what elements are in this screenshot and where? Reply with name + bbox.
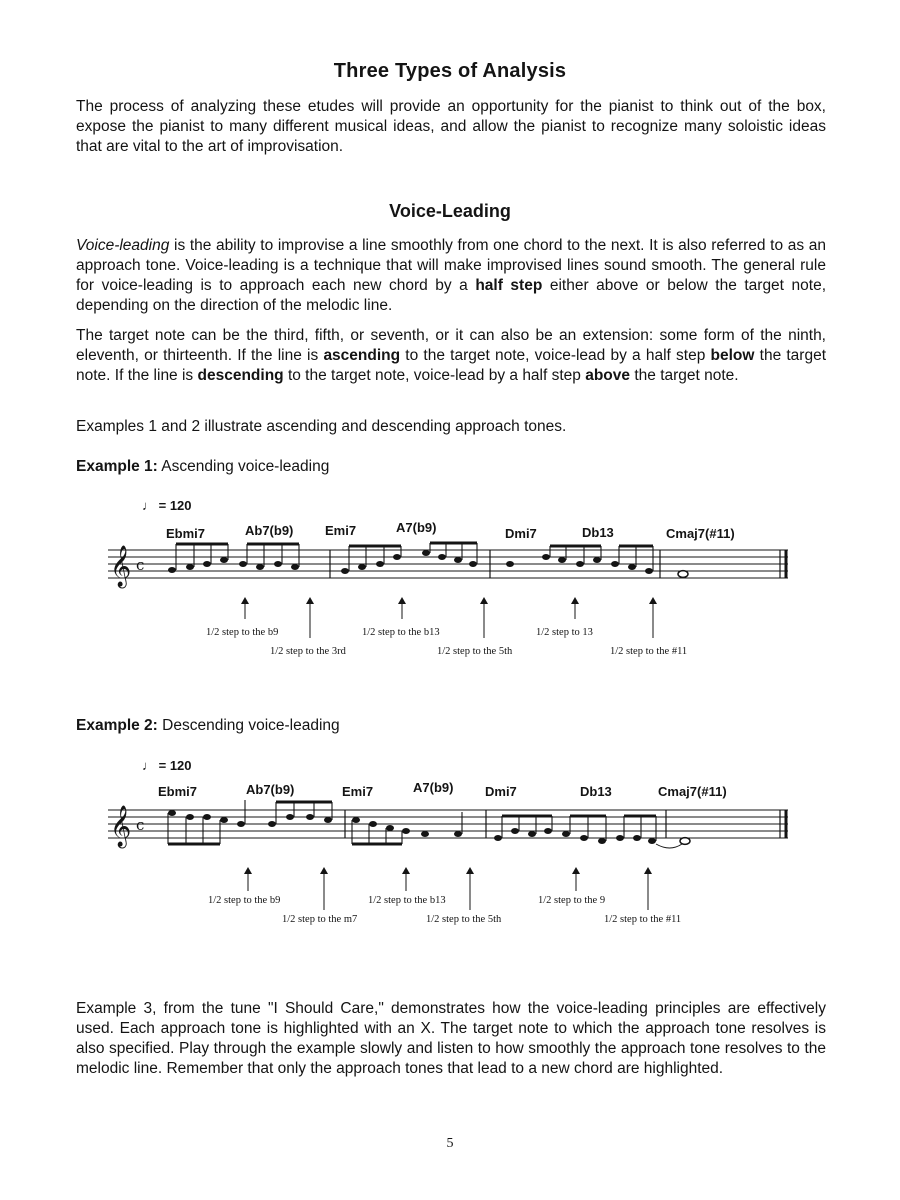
- common-time-icon: c: [136, 816, 145, 834]
- annotation: 1/2 step to the b13: [368, 895, 446, 906]
- voice-leading-paragraph-3: Examples 1 and 2 illustrate ascending and descending approach tones.: [76, 418, 567, 435]
- tempo-marking: ♩ = 120: [142, 498, 192, 513]
- treble-clef-icon: 𝄞: [110, 546, 132, 587]
- page-title: Three Types of Analysis: [333, 60, 567, 82]
- example-2-label-bold: Example 2:: [76, 717, 158, 734]
- chord-symbol: Db13: [580, 784, 612, 799]
- annotation: 1/2 step to the b9: [208, 895, 281, 906]
- tempo-marking: ♩ = 120: [142, 758, 192, 773]
- whole-note: [680, 838, 690, 845]
- p1-bold-half-step: half step: [475, 277, 543, 294]
- p2-text-a: The target note can be the third, fifth, or seventh, or it can also be an extension: some form of the ninth, eleventh, or thirteenth. If the line is: [76, 327, 826, 364]
- p1-text-a: is the ability to improvise a line smoothly from one chord to the next. It is also referred to as an approach tone. Voice-leading is a technique that will make improvised lines sound smooth. The general rule for voice-leading is to approach each new chord by a: [76, 237, 826, 294]
- chord-symbol: A7(b9): [396, 520, 437, 535]
- p2-text-d: to the target note, voice-lead by a half step: [283, 367, 586, 384]
- chord-symbol: Ab7(b9): [246, 782, 295, 797]
- arrowheads: [241, 597, 657, 604]
- annotation: 1/2 step to the #11: [610, 646, 688, 657]
- chord-symbol: Ab7(b9): [245, 523, 294, 538]
- chord-symbol: Ebmi7: [166, 526, 206, 541]
- annotation: 1/2 step to the #11: [604, 914, 682, 925]
- example-2-notation: [100, 752, 810, 942]
- common-time-icon: c: [136, 556, 145, 574]
- voice-leading-paragraph-2: [76, 326, 826, 386]
- voice-leading-paragraph-1: [76, 236, 826, 316]
- chord-symbol: Emi7: [325, 523, 357, 538]
- p2-text-b: to the target note, voice-lead by a half step: [400, 347, 711, 364]
- section-heading: Voice-Leading: [389, 201, 511, 221]
- chord-symbol: Dmi7: [505, 526, 537, 541]
- annotation: 1/2 step to the b9: [206, 627, 279, 638]
- p2-bold-ascending: ascending: [323, 347, 401, 364]
- chord-symbol: Ebmi7: [158, 784, 198, 799]
- annotation: 1/2 step to the 3rd: [270, 646, 346, 657]
- example-1-label-bold: Example 1:: [76, 458, 158, 475]
- chord-symbol: Db13: [582, 525, 614, 540]
- p2-text-c: the target note. If the line is: [76, 347, 827, 384]
- p2-bold-below: below: [710, 347, 755, 364]
- example-2-label-text: Descending voice-leading: [157, 717, 340, 734]
- treble-clef-icon: 𝄞: [110, 806, 132, 847]
- p2-bold-above: above: [585, 367, 631, 384]
- arrowheads: [244, 867, 652, 874]
- example-1-label: [76, 457, 329, 477]
- annotation: 1/2 step to the m7: [282, 914, 358, 925]
- staff-lines: [108, 810, 788, 838]
- chord-symbol: Cmaj7(#11): [666, 526, 735, 541]
- chord-symbol: Dmi7: [485, 784, 517, 799]
- annotation: 1/2 step to the b13: [362, 627, 440, 638]
- annotation: 1/2 step to the 9: [538, 895, 606, 906]
- chord-symbol: A7(b9): [413, 780, 454, 795]
- p2-text-e: the target note.: [630, 367, 739, 384]
- notes: [168, 550, 653, 574]
- annotation: 1/2 step to the 5th: [437, 646, 513, 657]
- p2-bold-descending: descending: [197, 367, 284, 384]
- chord-symbol: Emi7: [342, 784, 374, 799]
- annotation: 1/2 step to the 5th: [426, 914, 502, 925]
- page-number: 5: [446, 1136, 454, 1151]
- annotation: 1/2 step to 13: [536, 627, 593, 638]
- whole-note: [678, 571, 688, 578]
- example-1-staff-svg: [100, 488, 810, 678]
- p1-text-b: either above or below the target note, depending on the direction of the melodic line.: [76, 277, 826, 314]
- tie: [656, 844, 682, 848]
- example-2-label: [76, 716, 340, 736]
- closing-paragraph: Example 3, from the tune "I Should Care," demonstrates how the voice-leading principles are effectively used. Each approach tone is highlighted with an X. The target note to which the approach tone resolves is also specified. Play through the example slowly and listen to how smoothly the approach tone resolves to the melodic line. Remember that only the approach tones that lead to a new chord are highlighted.: [76, 1000, 826, 1077]
- intro-paragraph: The process of analyzing these etudes will provide an opportunity for the pianist to think out of the box, expose the pianist to many different musical ideas, and allow the pianist to recognize many soloistic ideas that are vital to the art of improvisation.: [76, 98, 826, 155]
- term-voice-leading: Voice-leading: [76, 237, 170, 254]
- chord-symbol: Cmaj7(#11): [658, 784, 727, 799]
- example-2-staff-svg: [100, 752, 810, 942]
- example-1-notation: [100, 488, 810, 678]
- example-1-label-text: Ascending voice-leading: [157, 458, 330, 475]
